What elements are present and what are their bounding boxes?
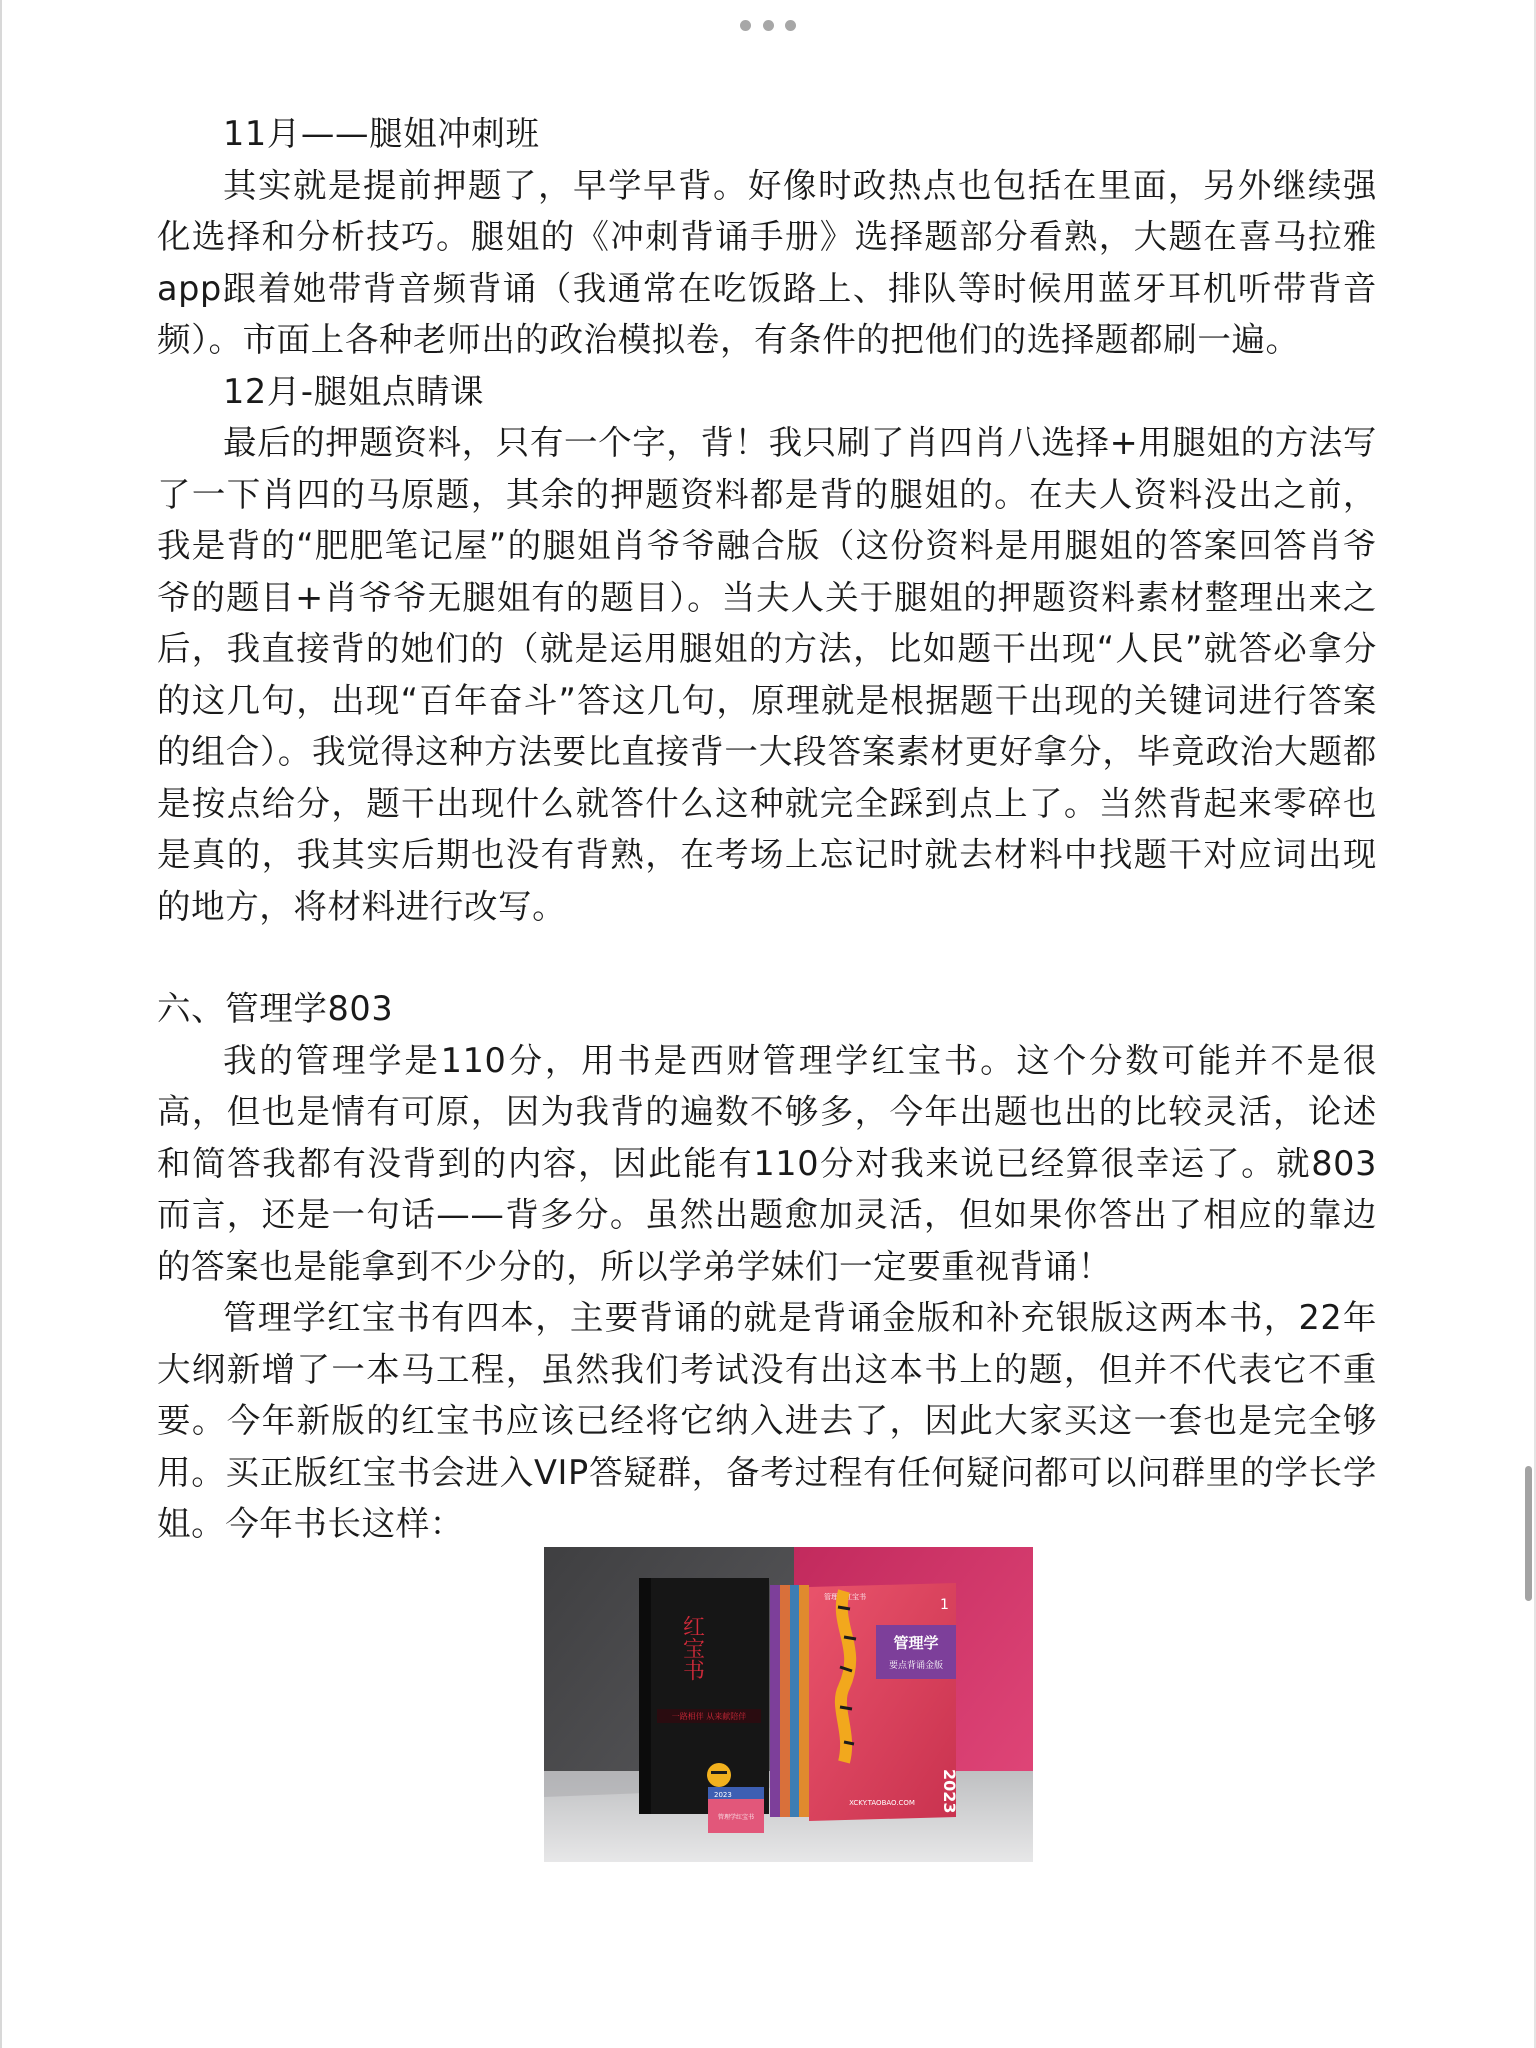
book-spine-2: [780, 1585, 790, 1817]
book-number: 1: [940, 1597, 949, 1613]
december-heading: 12月-腿姐点睛课: [223, 371, 485, 411]
management-paragraph-1: 我的管理学是110分，用书是西财管理学红宝书。这个分数可能并不是很高，但也是情有可原，因为我背的遍数不够多，今年出题也出的比较灵活，论述和简答我都有没背到的内容，因此能有110分对我来说已经算很幸运了。就803而言，还是一句话——背多分。虽然出题愈加灵活，但如果你答出了相应的靠边的答案也是能拿到不少分的，所以学弟学妹们一定要重视背诵！: [157, 1040, 1377, 1286]
tiger-mascot: [707, 1763, 731, 1787]
card-year: 2023: [714, 1791, 732, 1799]
more-dot: [763, 20, 774, 31]
scrollbar-thumb[interactable]: [1525, 1466, 1532, 1601]
book-series: 管理学红宝书: [824, 1593, 866, 1601]
black-gift-box: [639, 1578, 769, 1814]
more-dot: [740, 20, 751, 31]
november-heading: 11月——腿姐冲刺班: [223, 114, 540, 153]
more-horizontal-icon[interactable]: [740, 14, 796, 36]
box-tagline: 一路相伴 从来献陪伴: [671, 1712, 747, 1721]
left-page-edge: [0, 0, 2, 2048]
december-paragraph: 最后的押题资料，只有一个字，背！我只刷了肖四肖八选择+用腿姐的方法写了一下肖四的马原题，其余的押题资料都是背的腿姐的。在夫人资料没出之前，我是背的“肥肥笔记屋”的腿姐肖爷爷融合版（这份资料是用腿姐的答案回答肖爷爷的题目+肖爷爷无腿姐有的题目）。当夫人关于腿姐的押题资料素材整理出来之后，我直接背的她们的（就是运用腿姐的方法，比如题干出现“人民”就答必拿分的这几句，出现“百年奋斗”答这几句，原理就是根据题干出现的关键词进行答案的组合）。我觉得这种方法要比直接背一大段答案素材更好拿分，毕竟政治大题都是按点给分，题干出现什么就答什么这种就完全踩到点上了。当然背起来零碎也是真的，我其实后期也没有背熟，在考场上忘记时就去材料中找题干对应词出现的地方，将材料进行改写。: [157, 423, 1377, 926]
book-spine-3: [790, 1585, 799, 1817]
tiger-stripe: [711, 1771, 727, 1774]
red-book-photo: [544, 1547, 1033, 1862]
book-title: 管理学: [893, 1634, 939, 1652]
section-heading: 六、管理学803: [157, 989, 394, 1028]
more-dot: [785, 20, 796, 31]
book-year: 2023: [940, 1769, 959, 1814]
november-paragraph: 其实就是提前押题了，早学早背。好像时政热点也包括在里面，另外继续强化选择和分析技巧。腿姐的《冲刺背诵手册》选择题部分看熟，大题在喜马拉雅app跟着她带背音频背诵（我通常在吃饭路上、排队等时候用蓝牙耳机听带背音频）。市面上各种老师出的政治模拟卷，有条件的把他们的选择题都刷一遍。: [157, 165, 1377, 359]
management-paragraph-2: 管理学红宝书有四本，主要背诵的就是背诵金版和补充银版这两本书，22年大纲新增了一本马工程，虽然我们考试没有出这本书上的题，但并不代表它不重要。今年新版的红宝书应该已经将它纳入进去了，因此大家买这一套也是完全够用。买正版红宝书会进入VIP答疑群，备考过程有任何疑问都可以问群里的学长学姐。今年书长这样：: [157, 1298, 1377, 1543]
front-book-cover: [809, 1583, 956, 1821]
card-text: 管理学红宝书: [717, 1814, 755, 1821]
book-spine-1: [770, 1585, 780, 1817]
book-subtitle: 要点背诵金版: [888, 1661, 944, 1671]
document-body: [157, 108, 1377, 1550]
paragraph-gap: [157, 932, 1377, 983]
book-url: XCKY.TAOBAO.COM: [849, 1799, 915, 1807]
box-title: 红宝书: [679, 1615, 705, 1681]
book-spine-4: [799, 1585, 809, 1817]
black-gift-box-side: [639, 1578, 651, 1814]
